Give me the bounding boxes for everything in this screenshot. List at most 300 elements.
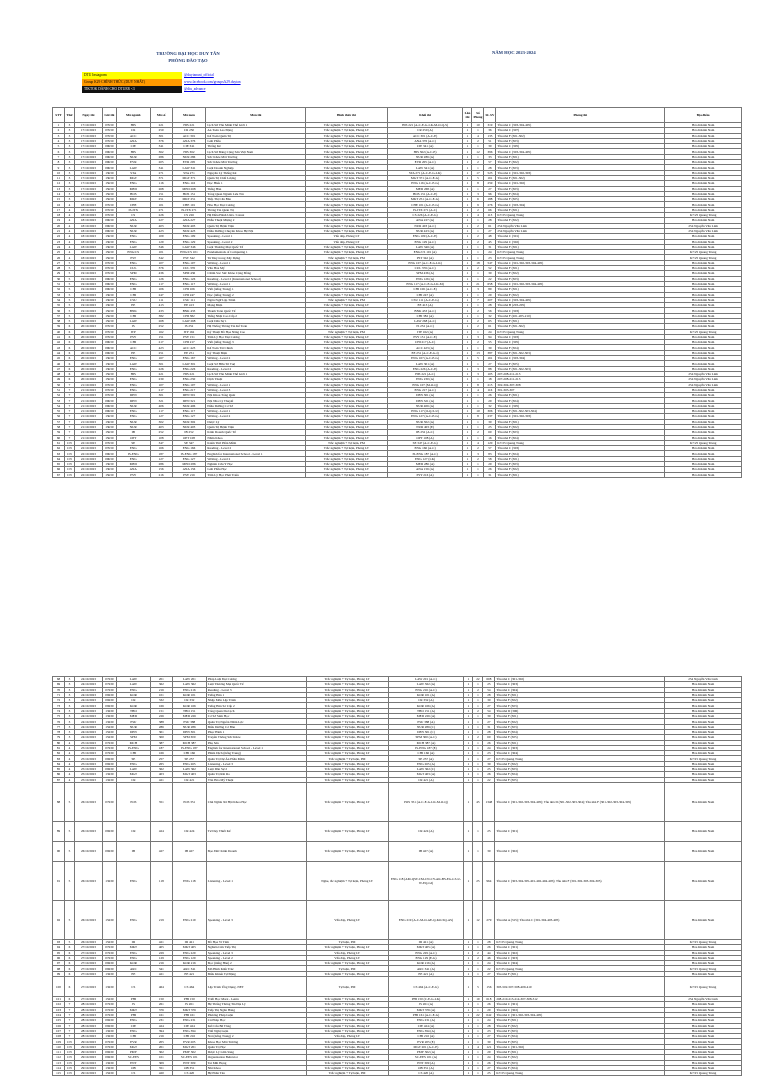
cell-student-count: 27 (483, 703, 495, 708)
cell-day: 5 (64, 821, 74, 841)
cell-date: 18/10/2023 (74, 202, 102, 207)
cell-major-code: HIS (116, 371, 150, 376)
cell-exam-group: CR 332 (A) (388, 698, 464, 703)
cell-day: 3 (64, 719, 74, 724)
cell-room-count: 1 (472, 250, 484, 255)
cell-course-code: MCH 387 (172, 740, 206, 745)
cell-stt: 50 (53, 382, 65, 387)
cell-code-number: 376 (150, 1007, 172, 1012)
cell-code-number: 388 (150, 719, 172, 724)
cell-major-code: CR (116, 698, 150, 703)
cell-rooms: Tầu nhà C (301-302) (495, 1044, 665, 1049)
cell-exam-group: MED 286 (A) (387, 462, 463, 467)
link-row-group (82, 79, 292, 86)
cell-date: 17/10/2023 (74, 154, 102, 159)
cell-attempt: 1 (463, 218, 472, 223)
cell-exam-format: Trắc nghiệm + Tự luận, Phòng LT (306, 1018, 388, 1023)
cell-attempt: 1 (463, 303, 472, 308)
cell-rooms: 254 Nguyễn Văn Linh (496, 223, 665, 228)
cell-rooms: Tầu nhà C (303-304) (496, 356, 665, 361)
cell-exam-format: Trắc nghiệm + Tự luận, Phòng LT (306, 782, 388, 821)
cell-room-count: 5 (472, 175, 484, 180)
cell-exam-format: Trắc nghiệm + Tự luận, Phòng LT (306, 207, 388, 212)
cell-location: Hòa Khánh Nam (665, 186, 742, 191)
cell-rooms: Tầu nhà C (301) (496, 234, 665, 239)
cell-location: 254 Nguyễn Văn Linh (665, 228, 742, 233)
cell-attempt: 1 (463, 456, 472, 461)
cell-course-name: Quản Trị Học (206, 1044, 306, 1049)
cell-course-code: LAW 268 (172, 318, 206, 323)
cell-exam-format: Trắc nghiệm + Tự luận, PM (306, 329, 388, 334)
cell-student-count: 96 (484, 191, 496, 196)
cell-attempt: 1 (463, 276, 472, 281)
cell-attempt: 1 (463, 414, 472, 419)
cell-code-number: 413 (150, 303, 172, 308)
cell-attempt: 1 (463, 213, 472, 218)
cell-major-code: CR (116, 128, 150, 133)
cell-room-count: 2 (472, 160, 484, 165)
cell-location: Hòa Khánh Nam (665, 297, 742, 302)
cell-location: K7/25 Quang Trung (665, 977, 742, 997)
cell-exam-group: IB 252 (A-C) (387, 430, 463, 435)
cell-date: 20/10/2023 (74, 350, 102, 355)
cell-room-count: 1 (472, 186, 484, 191)
cell-day: 4 (64, 228, 74, 233)
cell-student-count: 28 (483, 939, 495, 944)
cell-attempt: 1 (463, 419, 472, 424)
cell-course-code: PSU 388 (172, 719, 206, 724)
cell-location: Hòa Khánh Nam (665, 1060, 742, 1065)
cell-stt: 65 (53, 462, 65, 467)
cell-course-name: Luật Thương Mại Quốc Tế (206, 682, 306, 687)
cell-attempt: 1 (464, 1039, 473, 1044)
link-url[interactable]: @duytanuni_official (184, 73, 214, 77)
cell-date: 25/10/2023 (74, 767, 102, 772)
cell-time: 07h30 (102, 324, 116, 329)
cell-code-number: 187 (150, 745, 172, 750)
cell-time: 07h30 (102, 387, 116, 392)
cell-room-count: 1 (473, 777, 483, 782)
cell-major-code: CR (116, 821, 150, 841)
cell-day: 7 (64, 398, 74, 403)
cell-code-number: 382 (150, 313, 172, 318)
cell-course-code: CHI 106 (172, 287, 206, 292)
cell-rooms: Tầu nhà F (303) (495, 724, 665, 729)
cell-course-code: ENG 107 (172, 382, 206, 387)
cell-location: Hòa Khánh Nam (665, 154, 742, 159)
cell-time: 09h30 (102, 703, 116, 708)
cell-exam-format: Trắc nghiệm + Tự luận, Phòng LT (306, 281, 388, 286)
cell-major-code: MKT (116, 945, 150, 950)
cell-code-number: 117 (150, 409, 172, 414)
column-header-room-count: Số Phòng (472, 108, 484, 123)
cell-rooms: Tầu nhà C (305) (496, 340, 665, 345)
cell-exam-format: Trắc nghiệm + Tự luận, Phòng LT (306, 1039, 388, 1044)
cell-course-code: ENG 230 (172, 377, 206, 382)
cell-student-count: 27 (484, 186, 496, 191)
cell-exam-group: EE 421 (A) (388, 971, 464, 976)
cell-day: 3 (64, 138, 74, 143)
cell-course-name: Tiếp Thị Căn Bản (206, 197, 306, 202)
cell-rooms: Tầu nhà F (303) (496, 430, 665, 435)
cell-stt: 68 (53, 677, 65, 682)
cell-rooms: Tầu nhà F (302) (496, 160, 665, 165)
cell-location: Hòa Khánh Nam (665, 144, 742, 149)
cell-date: 26/10/2023 (74, 782, 102, 821)
cell-course-name: Cú Pháp Học (206, 1018, 306, 1023)
cell-location: Hòa Khánh Nam (665, 239, 742, 244)
cell-rooms: Tầu nhà C (301-302-303) (496, 414, 665, 419)
cell-exam-group: MGT 201 (A-C-E) (388, 1044, 464, 1049)
cell-major-code: IB (116, 430, 150, 435)
cell-attempt: 1 (463, 239, 472, 244)
cell-stt: 95 (53, 950, 65, 955)
cell-stt: 62 (53, 446, 65, 451)
cell-room-count: 1 (473, 1028, 483, 1033)
cell-student-count: 29 (484, 398, 496, 403)
cell-location: Hòa Khánh Nam (665, 318, 742, 323)
cell-room-count: 1 (472, 393, 484, 398)
cell-exam-format: Trắc nghiệm + Tự luận, Phòng LT (306, 266, 388, 271)
cell-exam-format: Trắc nghiệm + Tự luận, Phòng LT (306, 777, 388, 782)
cell-major-code: ENG (116, 366, 150, 371)
cell-rooms: K7/25 Quang Trung (495, 966, 665, 971)
cell-code-number: 436 (150, 271, 172, 276)
cell-major-code: CR (116, 777, 150, 782)
cell-room-count: 10 (472, 409, 484, 414)
cell-date: 24/10/2023 (74, 687, 102, 692)
cell-time: 13h30 (102, 239, 116, 244)
cell-stt: 87 (53, 777, 65, 782)
cell-rooms: Tầu nhà F (201-205-210) (496, 313, 665, 318)
cell-course-name: Điều Dưỡng Cơ Bản (206, 724, 306, 729)
cell-room-count: 1 (473, 724, 483, 729)
cell-major-code: OB (116, 1065, 150, 1070)
cell-stt: 69 (53, 682, 65, 687)
cell-attempt: 1 (463, 440, 472, 445)
cell-room-count: 1 (473, 971, 483, 976)
cell-stt: 56 (53, 414, 65, 419)
cell-day: 4 (64, 772, 74, 777)
cell-student-count: 30 (484, 419, 496, 424)
cell-date: 29/10/2023 (74, 1071, 102, 1076)
office-name: PHÒNG ĐÀO TẠO (168, 58, 208, 63)
cell-room-count: 6 (472, 197, 484, 202)
cell-course-name: Luật Dân Sự 2 (206, 767, 306, 772)
cell-attempt: 1 (464, 1055, 473, 1060)
cell-exam-group: CHE 101 (A-C-E-G) (387, 202, 463, 207)
cell-exam-format: Nghe, tắc nghiệm + Tự luận, Phòng LT (306, 861, 388, 900)
cell-student-count: 61 (484, 223, 496, 228)
cell-exam-format: Trắc nghiệm + Tự luận, Phòng LT (306, 698, 388, 703)
cell-exam-format: Trắc nghiệm + Tự luận, Phòng LT (306, 123, 388, 128)
cell-student-count: 396 (484, 149, 496, 154)
cell-stt: 57 (53, 419, 65, 424)
cell-location: Hòa Khánh Nam (665, 950, 742, 955)
cell-stt: 49 (53, 377, 65, 382)
cell-stt: 5 (53, 144, 65, 149)
cell-course-name: Writing - Level 1 (206, 382, 306, 387)
cell-exam-group: THO 151 (A) (388, 708, 464, 713)
cell-rooms: 208-210-213-214-307-308-312 (495, 997, 665, 1002)
cell-date: 19/10/2023 (74, 303, 102, 308)
cell-date: 19/10/2023 (74, 266, 102, 271)
cell-course-name: Luật Thương Mại Quốc Tế (206, 244, 306, 249)
cell-exam-format: Trắc nghiệm + Tự luận, Phòng LT (306, 377, 388, 382)
cell-date: 21/10/2023 (74, 419, 102, 424)
cell-room-count: 1 (473, 966, 483, 971)
cell-exam-group: MGT 403 (A) (388, 772, 464, 777)
cell-code-number: 302 (150, 419, 172, 424)
cell-course-name: Tiếng Hàn 1 (206, 692, 306, 697)
cell-course-name: Nghiên Cứu Tiếp Thị (206, 945, 306, 950)
cell-code-number: 342 (150, 255, 172, 260)
cell-location: Hòa Khánh Nam (665, 446, 742, 451)
cell-room-count: 12 (472, 149, 484, 154)
cell-time: 15h30 (102, 997, 116, 1002)
cell-time: 15h30 (102, 181, 116, 186)
cell-date: 21/10/2023 (74, 414, 102, 419)
cell-attempt: 1 (463, 313, 472, 318)
cell-course-name: Pháp Luật Đại Cương (206, 677, 306, 682)
cell-rooms: K7/25 Quang Trung (496, 255, 665, 260)
cell-course-code: PHI 150 (172, 997, 206, 1002)
cell-student-count: 27 (483, 756, 495, 761)
cell-major-code: NUR (116, 724, 150, 729)
cell-major-code: LAW (116, 318, 150, 323)
cell-exam-format: Trắc nghiệm + Tự luận, Phòng LT (306, 435, 388, 440)
cell-code-number: 301 (150, 393, 172, 398)
link-url[interactable]: www.facebook.com/groups/k29.duytan (184, 80, 241, 84)
cell-code-number: 166 (150, 751, 172, 756)
cell-day: 4 (64, 761, 74, 766)
cell-room-count: 1 (473, 767, 483, 772)
cell-course-code: PSY 216 (172, 472, 206, 477)
cell-student-count: 27 (483, 971, 495, 976)
cell-student-count: 32 (484, 403, 496, 408)
cell-room-count: 1 (473, 740, 483, 745)
cell-rooms: Tầu nhà F (305) (495, 777, 665, 782)
cell-location: Hòa Khánh Nam (665, 1055, 742, 1060)
cell-exam-group: CIE 424 (A) (388, 1023, 464, 1028)
cell-room-count: 1 (473, 698, 483, 703)
cell-date: 24/10/2023 (74, 692, 102, 697)
cell-exam-format: Trắc nghiệm + Tự luận, Phòng LT (306, 149, 388, 154)
cell-exam-format: Trắc nghiệm + Tự luận, Phòng LT (306, 729, 388, 734)
cell-student-count: 32 (484, 313, 496, 318)
cell-room-count: 1 (473, 961, 483, 966)
cell-major-code: ENG (116, 239, 150, 244)
cell-exam-format: Trắc nghiệm + Tự luận, Phòng LT (306, 682, 388, 687)
cell-exam-group: KOR 166 (A) (388, 703, 464, 708)
cell-room-count: 22 (473, 677, 483, 682)
cell-major-code: ACC (116, 345, 150, 350)
cell-stt: 19 (53, 218, 65, 223)
cell-exam-format: Trắc nghiệm + Tự luận, Phòng LT (306, 472, 388, 477)
cell-student-count: 135 (484, 133, 496, 138)
cell-exam-group: LAW 346 (A) (387, 244, 463, 249)
cell-day: 3 (64, 191, 74, 196)
column-header-attempt: Lần thi (463, 108, 472, 123)
cell-stt: 26 (53, 255, 65, 260)
cell-course-name: Quản Trị Dự Án Phần Mềm (206, 756, 306, 761)
cell-code-number: 221 (150, 123, 172, 128)
cell-attempt: 1 (464, 782, 473, 821)
cell-exam-format: Trắc nghiệm + Tự luận, Phòng LT (306, 308, 388, 313)
cell-time: 09h30 (102, 1049, 116, 1054)
cell-day: 7 (64, 1028, 74, 1033)
cell-room-count: 1 (472, 435, 484, 440)
cell-stt: 44 (53, 350, 65, 355)
cell-attempt: 1 (463, 260, 472, 265)
cell-time: 07h30 (102, 334, 116, 339)
cell-rooms: Tầu nhà F (303) (495, 767, 665, 772)
cell-exam-group: POS 351 (A-C-E-G-I-K-M-O-Q) (388, 782, 464, 821)
cell-stt: 58 (53, 424, 65, 429)
cell-location: Hòa Khánh Nam (665, 324, 742, 329)
link-url[interactable]: @dtu_advance (184, 87, 206, 91)
cell-exam-group: ENG 394 (A) (388, 1028, 464, 1033)
cell-stt: 42 (53, 340, 65, 345)
cell-code-number: 117 (150, 281, 172, 286)
cell-course-code: STA 271 (172, 170, 206, 175)
cell-date: 19/10/2023 (74, 281, 102, 286)
cell-exam-group: CSU 111 (A-C-E-G) (387, 297, 463, 302)
cell-date: 26/10/2023 (74, 900, 102, 939)
cell-code-number: 406 (150, 403, 172, 408)
cell-stt: 37 (53, 313, 65, 318)
cell-course-code: ANA 376 (172, 138, 206, 143)
cell-time: 07h30 (102, 207, 116, 212)
cell-time: 13h30 (102, 414, 116, 419)
cell-room-count: 1 (473, 692, 483, 697)
cell-time: 07h30 (102, 271, 116, 276)
cell-course-code: ENG 118 (172, 861, 206, 900)
cell-major-code: ID (116, 939, 150, 944)
cell-location: Hòa Khánh Nam (665, 821, 742, 841)
cell-date: 21/10/2023 (74, 424, 102, 429)
cell-room-count: 1 (472, 303, 484, 308)
cell-location: Hòa Khánh Nam (665, 292, 742, 297)
cell-rooms: Tầu nhà F (301) (496, 393, 665, 398)
cell-rooms: 303-502-507-508-409-410 (495, 977, 665, 997)
cell-time: 09h30 (102, 1055, 116, 1060)
cell-attempt: 1 (463, 287, 472, 292)
cell-date: 17/10/2023 (74, 133, 102, 138)
cell-exam-format: Trắc nghiệm + Tự luận, Phòng LT (306, 160, 388, 165)
cell-location: Hòa Khánh Nam (665, 1002, 742, 1007)
cell-room-count: 1 (472, 377, 484, 382)
cell-student-count: 29 (483, 1049, 495, 1054)
cell-location: Hòa Khánh Nam (665, 761, 742, 766)
cell-exam-group: ENG 118 (AM-QST-CM-CN-CY-AK-BS-EG-I-S-U-W-EQ-GI) (388, 861, 464, 900)
cell-stt: 90 (53, 841, 65, 861)
cell-day: CN (64, 1060, 74, 1065)
cell-major-code: LAW (116, 244, 150, 249)
cell-stt: 54 (53, 403, 65, 408)
cell-location: Hòa Khánh Nam (665, 708, 742, 713)
cell-stt: 51 (53, 387, 65, 392)
cell-attempt: 1 (464, 1012, 473, 1017)
cell-rooms: Tầu nhà C (303) (495, 745, 665, 750)
cell-stt: 64 (53, 456, 65, 461)
cell-course-name: Phiên Dịch (tiếng Trung) (206, 751, 306, 756)
cell-student-count: 26 (483, 945, 495, 950)
cell-rooms: Tầu nhà C (301-302) (496, 181, 665, 186)
cell-course-code: IB 427 (172, 841, 206, 861)
cell-day: 7 (64, 403, 74, 408)
cell-time: 09h30 (102, 767, 116, 772)
cell-code-number: 201 (150, 677, 172, 682)
cell-course-code: ENG 217 (172, 387, 206, 392)
cell-exam-format: Trắc nghiệm + Tự luận, Phòng LT (306, 1023, 388, 1028)
cell-day: 5 (64, 900, 74, 939)
cell-exam-format: Trắc nghiệm + Tự luận, Phòng LT (306, 409, 388, 414)
cell-code-number: 252 (150, 324, 172, 329)
cell-rooms: Tầu nhà F (301-302) (496, 133, 665, 138)
cell-major-code: CHI (116, 1034, 150, 1039)
cell-room-count: 1 (472, 361, 484, 366)
cell-day: 3 (64, 133, 74, 138)
cell-exam-group: SC-EES 101 (A) (388, 1055, 464, 1060)
cell-exam-format: Trắc nghiệm + Tự luận, Phòng LT (306, 398, 388, 403)
cell-room-count: 1 (473, 1060, 483, 1065)
cell-day: 3 (64, 186, 74, 191)
cell-date: 21/10/2023 (74, 398, 102, 403)
cell-major-code: CS (116, 213, 150, 218)
cell-code-number: 351 (150, 1065, 172, 1070)
cell-day: 6 (64, 950, 74, 955)
cell-time: 13h30 (102, 244, 116, 249)
cell-course-name: Mạng Điện (206, 303, 306, 308)
cell-major-code: SE (116, 440, 150, 445)
cell-stt: 24 (53, 244, 65, 249)
cell-exam-group: ENG 116 (A-C-E-G) (387, 181, 463, 186)
cell-course-code: ENG 129 (172, 239, 206, 244)
cell-course-name: Writing - Level 2 (206, 356, 306, 361)
cell-day: 3 (64, 729, 74, 734)
cell-attempt: 1 (463, 398, 472, 403)
cell-course-name: Writing - Level 2 (206, 456, 306, 461)
cell-day: 5 (64, 266, 74, 271)
cell-code-number: 427 (150, 841, 172, 861)
cell-location: Hòa Khánh Nam (665, 345, 742, 350)
cell-stt: 30 (53, 276, 65, 281)
cell-code-number: 265 (150, 761, 172, 766)
cell-date: 19/10/2023 (74, 260, 102, 265)
cell-rooms: Tầu nhà F (301) (496, 456, 665, 461)
cell-exam-format: Trắc nghiệm + Tự luận, Phòng LT (306, 393, 388, 398)
cell-course-code: KOR 216 (172, 961, 206, 966)
cell-code-number: 421 (150, 939, 172, 944)
cell-exam-group: CS 420 (A) (388, 1071, 464, 1076)
cell-rooms: Tầu nhà F (303) (496, 165, 665, 170)
cell-code-number: 257 (150, 756, 172, 761)
cell-day: 5 (64, 292, 74, 297)
cell-day: 7 (64, 430, 74, 435)
cell-code-number: 166 (150, 703, 172, 708)
cell-major-code: LAW (116, 361, 150, 366)
cell-location: Hòa Khánh Nam (665, 414, 742, 419)
cell-date: 24/10/2023 (74, 719, 102, 724)
cell-room-count: 2 (472, 239, 484, 244)
cell-major-code: CIE (116, 144, 150, 149)
cell-exam-format: Trắc nghiệm + Tự luận, Phòng LT (306, 138, 388, 143)
cell-stt: 32 (53, 287, 65, 292)
cell-student-count: 30 (483, 1039, 495, 1044)
cell-major-code: IS (116, 324, 150, 329)
cell-time: 13h30 (102, 971, 116, 976)
